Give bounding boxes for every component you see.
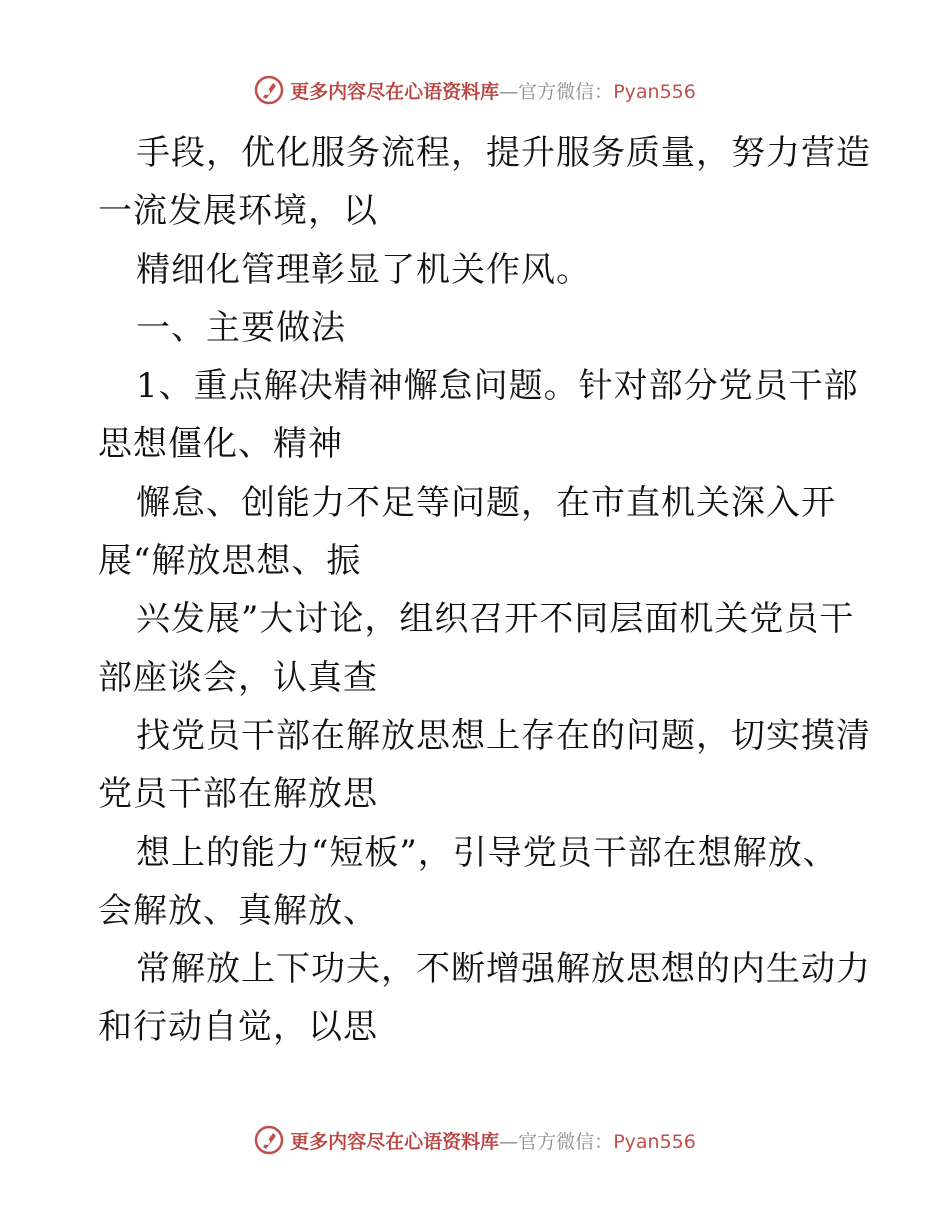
header-watermark (0, 72, 950, 108)
watermark-wechat-id: Pyan556 (613, 80, 696, 103)
body-line: 展“解放思想、振 (98, 541, 362, 582)
section-heading: 一、主要做法 (136, 307, 346, 348)
body-line: 找党员干部在解放思想上存在的问题，切实摸清 (136, 715, 871, 756)
body-line: 常解放上下功夫，不断增强解放思想的内生动力 (136, 949, 871, 990)
pen-nib-logo-icon (254, 75, 284, 105)
watermark-wechat-id: Pyan556 (613, 1130, 696, 1153)
body-line: 手段，优化服务流程，提升服务质量，努力营造 (136, 133, 871, 173)
body-line: 精细化管理彰显了机关作风。 (136, 249, 591, 290)
body-line: 部座谈会，认真查 (98, 657, 378, 698)
footer-watermark (0, 1122, 950, 1158)
watermark-brand: 更多内容尽在心语资料库 (290, 1130, 500, 1153)
body-line: 党员干部在解放思 (98, 774, 378, 815)
body-line: 想上的能力“短板”，引导党员干部在想解放、 (136, 832, 838, 873)
body-line: 一流发展环境，以 (98, 191, 378, 232)
body-line: 会解放、真解放、 (98, 890, 378, 931)
watermark-separator: — (499, 80, 519, 103)
body-line: 兴发展”大讨论，组织召开不同层面机关党员干 (136, 599, 855, 640)
body-line: 思想僵化、精神 (98, 424, 343, 465)
body-line: 和行动自觉，以思 (98, 1007, 378, 1048)
document-body (98, 124, 871, 1057)
watermark-text (290, 77, 696, 104)
watermark-brand: 更多内容尽在心语资料库 (290, 80, 500, 103)
watermark-text (290, 1127, 696, 1154)
watermark-wechat-label: 官方微信： (518, 1130, 614, 1153)
watermark-wechat-label: 官方微信： (518, 80, 614, 103)
pen-nib-logo-icon (254, 1125, 284, 1155)
body-line: 懈怠、创能力不足等问题，在市直机关深入开 (136, 482, 836, 523)
body-line: 1、重点解决精神懈怠问题。针对部分党员干部 (136, 366, 859, 407)
watermark-separator: — (499, 1130, 519, 1153)
